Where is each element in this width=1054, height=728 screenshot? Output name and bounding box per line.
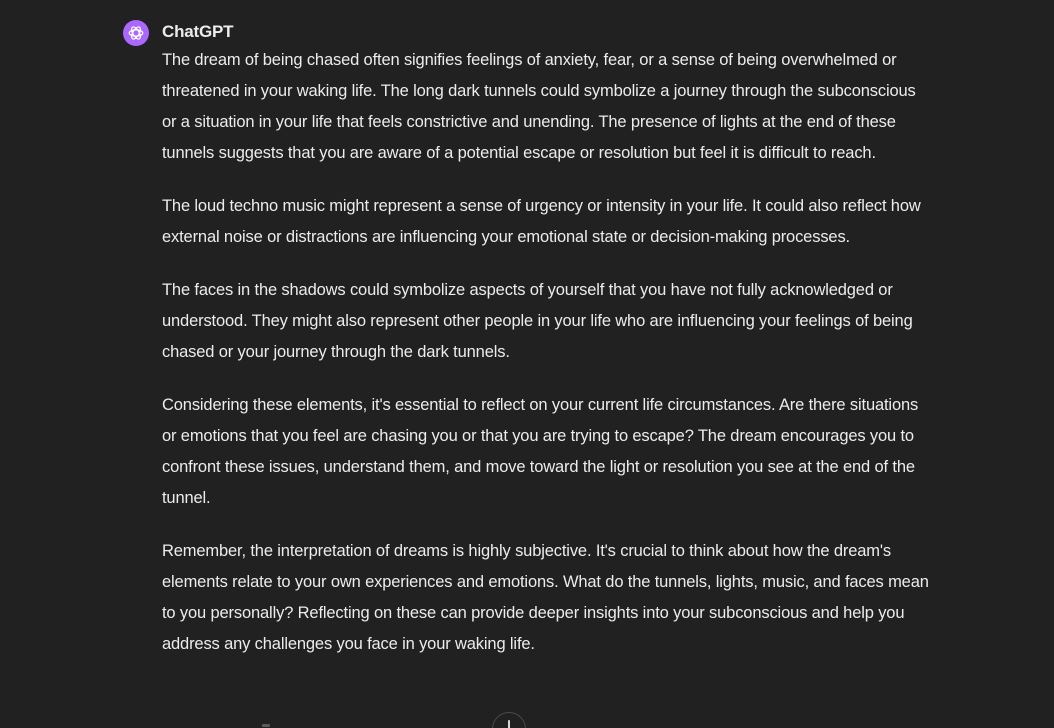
message-paragraph: The loud techno music might represent a sense of urgency or intensity in your life. It could also reflect how external noise or distractions are influencing your emotional state or decision-making processes.	[162, 197, 921, 246]
message-paragraph: The dream of being chased often signifies feelings of anxiety, fear, or a sense of being overwhelmed or threatened in your waking life. The long dark tunnels could symbolize a journey through the subconscious or a situation in your life that feels constrictive and unending. The presence of lights at the end of these tunnels suggests that you are aware of a potential escape or resolution but feel it is difficult to reach.	[162, 51, 916, 162]
message-paragraph: The faces in the shadows could symbolize aspects of yourself that you have not fully acknowledged or understood. They might also represent other people in your life who are influencing your feelings of being chased or your journey through the dark tunnels.	[162, 281, 913, 361]
arrow-down-icon	[508, 720, 510, 728]
message-action-icon[interactable]	[262, 724, 270, 727]
message-content	[162, 45, 932, 682]
openai-logo-icon	[127, 24, 145, 42]
message-paragraph: Remember, the interpretation of dreams is highly subjective. It's crucial to think about how the dream's elements relate to your own experiences and emotions. What do the tunnels, lights, music, and faces mean to you personally? Reflecting on these can provide deeper insights into your subconscious and help you address any challenges you face in your waking life.	[162, 542, 929, 653]
chatgpt-avatar	[123, 20, 149, 46]
message-author: ChatGPT	[162, 22, 234, 41]
message-paragraph: Considering these elements, it's essential to reflect on your current life circumstances. Are there situations or emotions that you feel are chasing you or that you are trying to escape? The dream encourages you to confront these issues, understand them, and move toward the light or resolution you see at the end of the tunnel.	[162, 396, 919, 507]
